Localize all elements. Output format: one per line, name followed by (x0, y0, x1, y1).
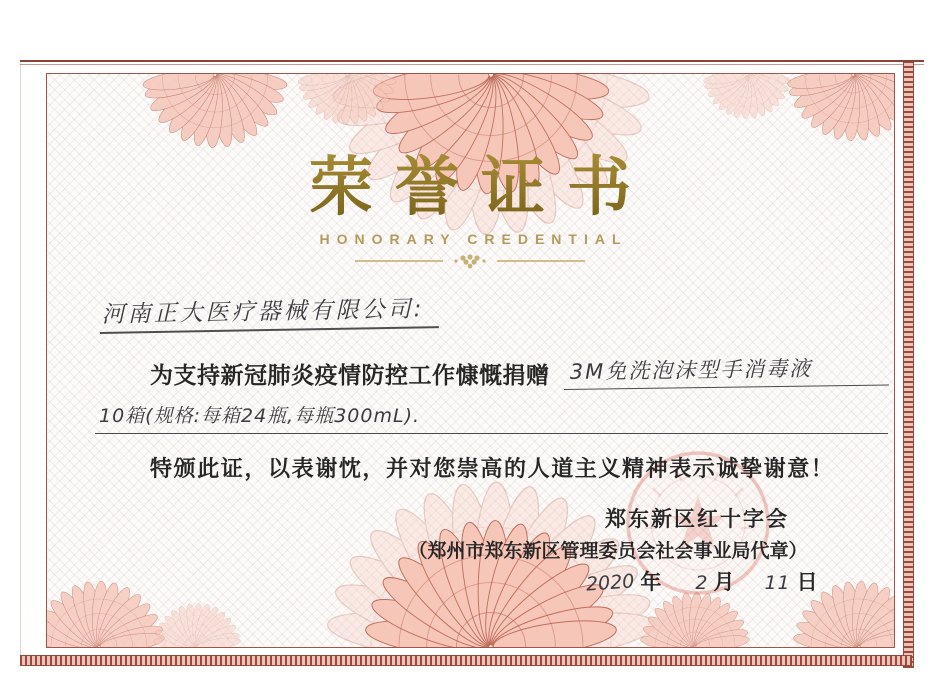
issuer-proxy-note: （郑州市郑东新区管理委员会社会事业局代章） (408, 541, 808, 562)
certificate-title: 荣誉证书 (46, 136, 894, 228)
date-day-label: 日 (796, 570, 818, 594)
issuer-name: 郑东新区红十字会 (605, 507, 789, 531)
date-month-handwritten: 2 (695, 572, 708, 594)
donation-line (150, 356, 888, 390)
donation-detail-handwritten: 10箱(规格:每箱24瓶,每瓶300mL). (95, 401, 888, 434)
date-year-label: 年 (640, 570, 662, 594)
date-month-label: 月 (713, 570, 735, 594)
date-day-handwritten: 11 (764, 572, 791, 594)
donation-item-handwritten: 3M免洗泡沫型手消毒液 (563, 351, 888, 390)
date-line (586, 566, 818, 596)
flourish-divider (46, 253, 894, 274)
certificate-subtitle: HONORARY CREDENTIAL (319, 231, 628, 247)
recipient-name: 河南正大医疗器械有限公司: (99, 290, 438, 334)
flourish-icon (355, 253, 585, 269)
gratitude-statement: 特颁此证，以表谢忱，并对您崇高的人道主义精神表示诚挚谢意！ (150, 456, 835, 481)
date-year-handwritten: 2020 (585, 570, 636, 596)
donation-prefix-text: 为支持新冠肺炎疫情防控工作慷慨捐赠 (150, 363, 550, 388)
